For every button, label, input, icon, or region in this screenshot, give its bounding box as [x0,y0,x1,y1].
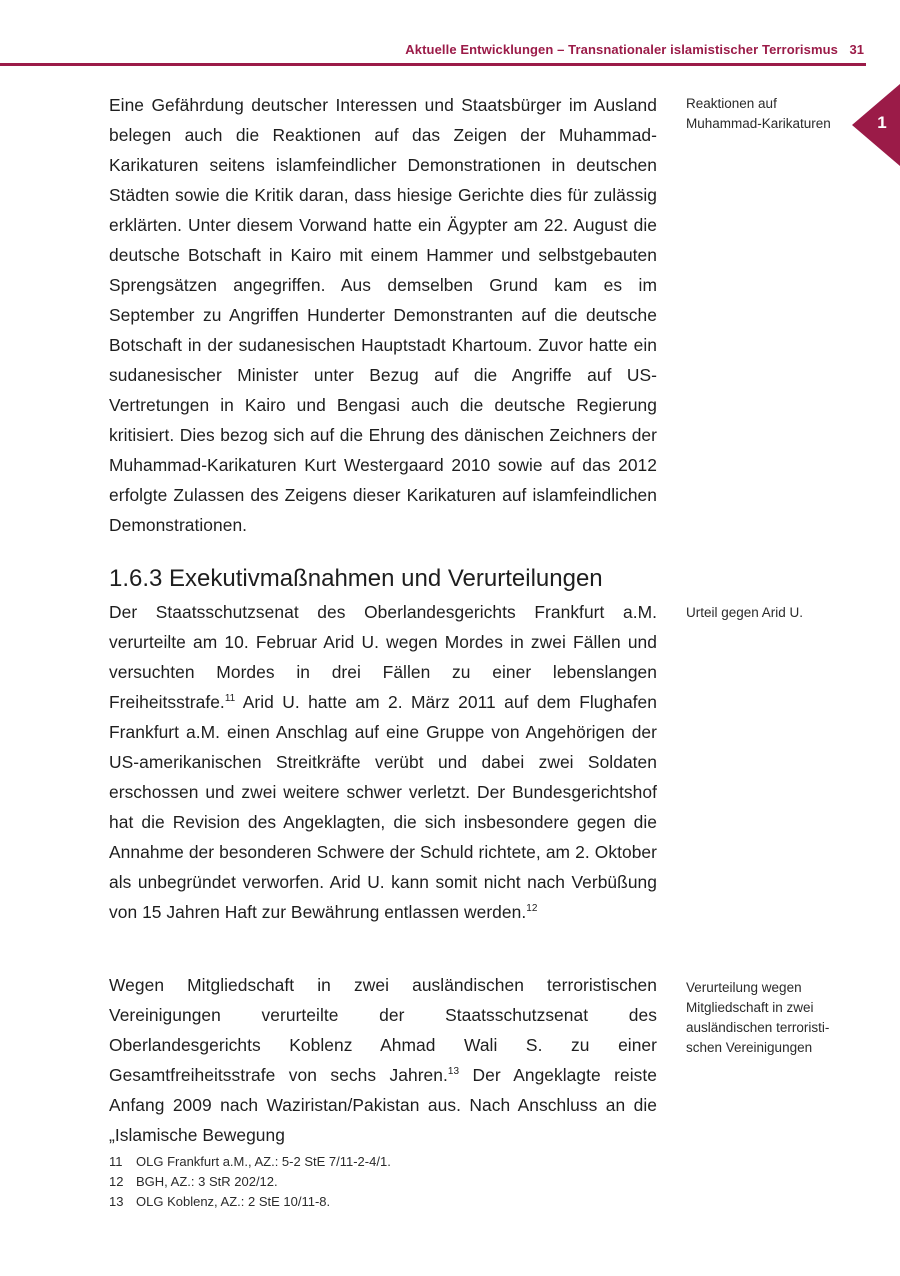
paragraph-text-part: Der Angeklagte reiste Anfang 2009 nach Waziristan/Pakistan aus. Nach Anschluss an die „Islamische Bewegung [109,1065,657,1145]
footnote-ref[interactable]: 12 [526,903,538,914]
margin-note-urteil: Urteil gegen Arid U. [686,605,804,620]
paragraph-text-part: Der Staatsschutzsenat des Oberlandesgerichts Frankfurt a.M. verurteilte am 10. Februar Arid U. wegen Mordes in zwei Fällen und versuchten Mordes in drei Fällen zu einer lebenslangen Freiheitsstrafe. [109,602,657,712]
body-paragraph-3 [109,970,657,1150]
footnote [109,1152,391,1172]
paragraph-text-part: Wegen Mitgliedschaft in zwei ausländischen terroristischen Vereinigungen verurteilte der Staatsschutzsenat des Oberlandesgerichts Koblenz Ahmad Wali S. zu einer Gesamtfreiheitsstrafe von sechs Jahren. [109,975,657,1085]
footnote-ref[interactable]: 13 [447,1066,460,1077]
paragraph-text [109,597,657,927]
paragraph-text [109,970,657,1150]
header-rule [0,63,866,66]
footnote-text: OLG Koblenz, AZ.: 2 StE 10/11-8. [136,1194,331,1209]
section-heading: 1.6.3 Exekutivmaßnahmen und Verurteilungen [109,565,603,592]
margin-note-karikaturen: Reaktionen auf Muhammad-Karikaturen [686,96,831,131]
footnote [109,1192,391,1212]
footnote-text: BGH, AZ.: 3 StR 202/12. [136,1174,278,1189]
paragraph-text: Eine Gefährdung deutscher Interessen und Staatsbürger im Ausland belegen auch die Reaktionen auf das Zeigen der Muhammad-Karikaturen seitens islamfeindlicher Demonstrationen in deutschen Städten sowie die Kritik daran, dass hiesige Gerichte dies für zulässig erklärten. Unter diesem Vorwand hatte ein Ägypter am 22. August die deutsche Botschaft in Kairo mit einem Hammer und selbstgebauten Sprengsätzen angegriffen. Aus demselben Grund kam es im September zu Angriffen Hunderter Demonstranten auf die deutsche Botschaft in der sudanesischen Hauptstadt Khartoum. Zuvor hatte ein sudanesischer Minister unter Bezug auf die Angriffe auf US-Vertretungen in Kairo und Bengasi auch die deutsche Regierung kritisiert. Dies bezog sich auf die Ehrung des dänischen Zeichners der Muhammad-Karikaturen Kurt Westergaard 2010 sowie auf das 2012 erfolgte Zulassen des Zeigens dieser Karikaturen auf islamfeindlichen Demonstrationen. [109,95,657,535]
body-paragraph-1 [109,90,657,540]
footnote-number: 11 [109,1154,123,1169]
footnote-text: OLG Frankfurt a.M., AZ.: 5-2 StE 7/11-2-4/1. [136,1154,391,1169]
paragraph-text-part: Arid U. hatte am 2. März 2011 auf dem Flughafen Frankfurt a.M. einen Anschlag auf eine Gruppe von Angehörigen der US-amerikanischen Streitkräfte verübt und dabei zwei Soldaten erschossen und zwei weitere schwer verletzt. Der Bundesgerichtshof hat die Revision des Angeklagten, die sich insbesondere gegen die Annahme der besonderen Schwere der Schuld richtete, am 2. Oktober als unbegründet verworfen. Arid U. kann somit nicht nach Verbüßung von 15 Jahren Haft zur Bewährung entlassen werden. [109,692,657,922]
footnote-number: 13 [109,1194,124,1209]
running-header-title: Aktuelle Entwicklungen – Transnationaler islamistischer Terrorismus [405,42,838,57]
chapter-number: 1 [877,113,887,132]
footnote [109,1172,391,1192]
footnote-number: 12 [109,1174,124,1189]
footnotes [109,1152,391,1212]
footnote-ref[interactable]: 11 [224,693,236,704]
page-number: 31 [849,42,864,57]
margin-note-verurteilung: Verurteilung wegen Mitgliedschaft in zwei ausländischen terroristischen Vereinigungen [686,980,830,1055]
body-paragraph-2 [109,597,657,927]
